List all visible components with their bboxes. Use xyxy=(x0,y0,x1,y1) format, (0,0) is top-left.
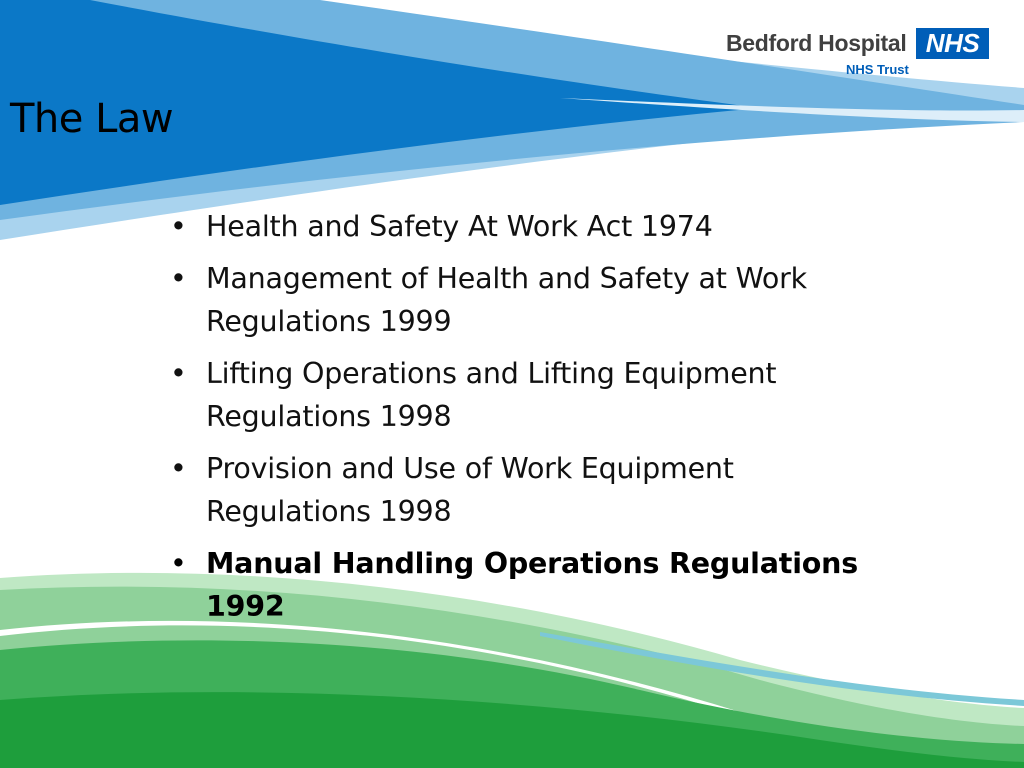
bullet-item xyxy=(160,447,880,533)
bullet-text: Lifting Operations and Lifting Equipment Regulations 1998 xyxy=(206,357,777,433)
logo-name: Bedford Hospital xyxy=(726,30,907,56)
bullet-dot: • xyxy=(170,262,187,295)
bullet-text: Management of Health and Safety at Work Regulations 1999 xyxy=(206,262,807,338)
hospital-logo xyxy=(726,26,996,82)
bullet-dot: • xyxy=(170,357,187,390)
bullet-item xyxy=(160,205,880,248)
bullet-list xyxy=(160,205,880,637)
bullet-dot: • xyxy=(170,547,187,580)
bullet-dot: • xyxy=(170,210,187,243)
logo-subtitle: NHS Trust xyxy=(846,62,909,77)
nhs-badge: NHS xyxy=(916,28,989,59)
bullet-text: Provision and Use of Work Equipment Regulations 1998 xyxy=(206,452,734,528)
bullet-text: Health and Safety At Work Act 1974 xyxy=(206,210,713,243)
bullet-dot: • xyxy=(170,452,187,485)
bullet-text: Manual Handling Operations Regulations 1992 xyxy=(206,547,859,623)
bullet-item-highlighted xyxy=(160,542,880,628)
bullet-item xyxy=(160,352,880,438)
slide-title: The Law xyxy=(10,96,174,142)
bullet-item xyxy=(160,257,880,343)
